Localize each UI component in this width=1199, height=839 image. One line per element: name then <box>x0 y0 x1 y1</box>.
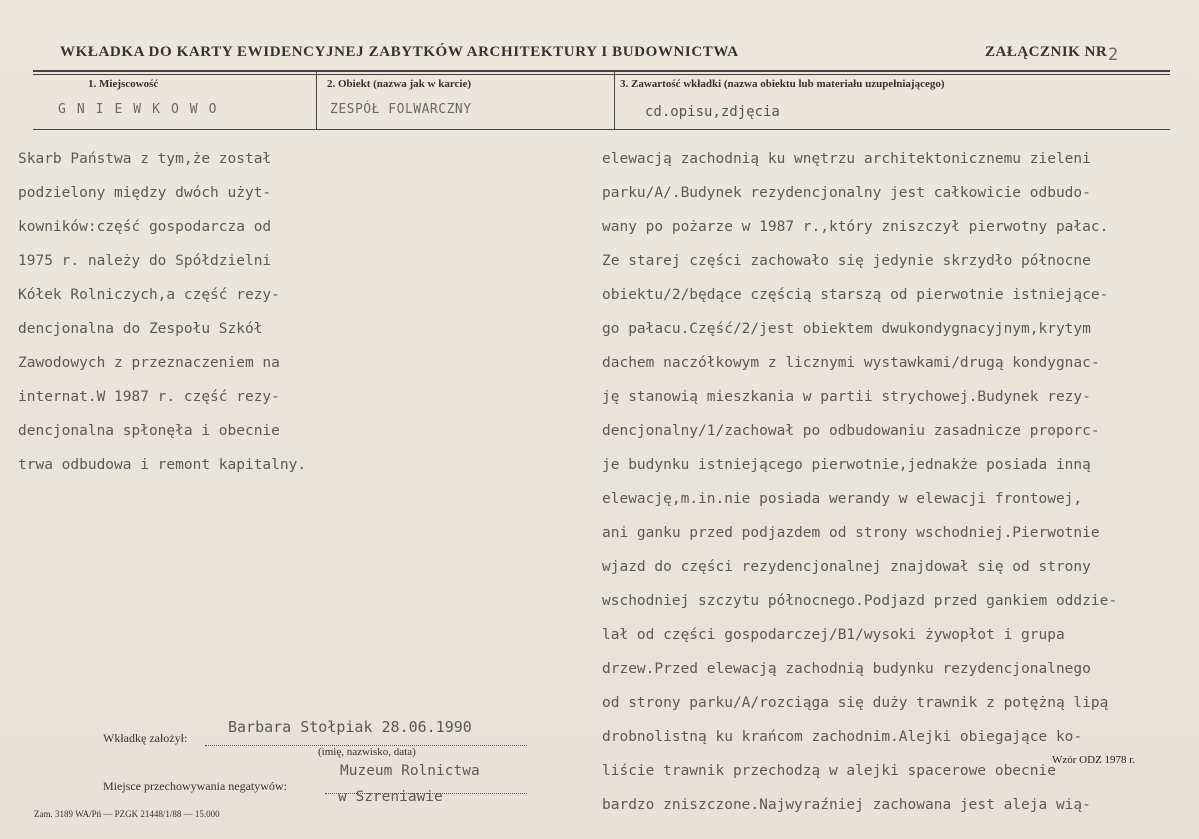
column-label-object: 2. Obiekt (nazwa jak w karcie) <box>327 78 472 90</box>
object-value: ZESPÓŁ FOLWARCZNY <box>330 102 472 117</box>
column-label-locality: 1. Miejscowość <box>88 78 159 90</box>
right-text-line: elewacją zachodnią ku wnętrzu architektonicznemu zieleni <box>602 151 1091 167</box>
founded-hint: (imię, nazwisko, data) <box>318 746 416 758</box>
right-text-line: elewację,m.in.nie posiada werandy w elewacji frontowej, <box>602 491 1083 507</box>
contents-value: cd.opisu,zdjęcia <box>645 104 780 120</box>
right-text-line: obiektu/2/będące częścią starszą od pierwotnie istniejące- <box>602 287 1109 303</box>
left-text-line: Zawodowych z przeznaczeniem na <box>18 355 280 371</box>
right-text-line: wschodniej szczytu północnego.Podjazd przed gankiem oddzie- <box>602 593 1118 609</box>
right-text-column <box>602 142 1117 822</box>
right-text-line: wany po pożarze w 1987 r.,który zniszczył pierwotny pałac. <box>602 219 1109 235</box>
negatives-value-line1: Muzeum Rolnictwa <box>340 763 480 779</box>
right-text-line: parku/A/.Budynek rezydencjonalny jest całkowicie odbudo- <box>602 185 1091 201</box>
founded-label: Wkładkę założył: <box>103 731 188 745</box>
right-text-line: Ze starej części zachowało się jedynie skrzydło północne <box>602 253 1091 269</box>
locality-value: GNIEWKOWO <box>58 102 228 117</box>
right-text-line: liście trawnik przechodzą w alejki spacerowe obecnie <box>602 763 1056 779</box>
right-text-line: lał od części gospodarczej/B1/wysoki żywopłot i grupa <box>602 627 1065 643</box>
right-text-line: je budynku istniejącego pierwotnie,jednakże posiada inną <box>602 457 1091 473</box>
right-text-line: ani ganku przed podjazdem od strony wschodniej.Pierwotnie <box>602 525 1100 541</box>
top-rule <box>33 70 1170 72</box>
form-id: Wzór ODZ 1978 r. <box>1052 754 1136 766</box>
column-divider-2 <box>614 72 615 130</box>
left-text-column <box>18 142 306 482</box>
document-title: WKŁADKA DO KARTY EWIDENCYJNEJ ZABYTKÓW ARCHITEKTURY I BUDOWNICTWA <box>60 44 739 60</box>
right-text-line: dachem naczółkowym z licznymi wystawkami/drugą kondygnac- <box>602 355 1100 371</box>
annex-label: ZAŁĄCZNIK NR <box>985 44 1108 60</box>
left-text-line: podzielony między dwóch użyt- <box>18 185 272 201</box>
right-text-line: drobnolistną ku krańcom zachodnim.Alejki obiegające ko- <box>602 729 1083 745</box>
right-text-line: ję stanowią mieszkania w partii strychowej.Budynek rezy- <box>602 389 1091 405</box>
right-text-line: go pałacu.Część/2/jest obiektem dwukondygnacyjnym,krytym <box>602 321 1091 337</box>
column-label-contents: 3. Zawartość wkładki (nazwa obiektu lub materiału uzupełniającego) <box>620 78 945 90</box>
print-info: Zam. 3189 WA/Pń — PZGK 21448/1/88 — 15.000 <box>34 809 220 819</box>
header-row-rule <box>33 129 1170 130</box>
left-text-line: internat.W 1987 r. część rezy- <box>18 389 280 405</box>
left-text-line: trwa odbudowa i remont kapitalny. <box>18 457 307 473</box>
left-text-line: dencjonalna spłonęła i obecnie <box>18 423 280 439</box>
left-text-line: dencjonalna do Zespołu Szkół <box>18 321 263 337</box>
right-text-line: od strony parku/A/rozciąga się duży trawnik z potężną lipą <box>602 695 1109 711</box>
annex-number: 2 <box>1108 45 1119 65</box>
right-text-line: wjazd do części rezydencjonalnej znajdował się od strony <box>602 559 1091 575</box>
left-text-line: 1975 r. należy do Spółdzielni <box>18 253 272 269</box>
top-rule-thin <box>33 74 1170 75</box>
negatives-value-line2: w Szreniawie <box>338 789 443 805</box>
negatives-label: Miejsce przechowywania negatywów: <box>103 779 287 793</box>
right-text-line: bardzo zniszczone.Najwyraźniej zachowana jest aleja wią- <box>602 797 1091 813</box>
column-divider-1 <box>316 72 317 130</box>
left-text-line: Skarb Państwa z tym,że został <box>18 151 272 167</box>
right-text-line: drzew.Przed elewacją zachodnią budynku rezydencjonalnego <box>602 661 1091 677</box>
left-text-line: Kółek Rolniczych,a część rezy- <box>18 287 280 303</box>
left-text-line: kowników:część gospodarcza od <box>18 219 272 235</box>
founded-value: Barbara Stołpiak 28.06.1990 <box>228 718 472 736</box>
right-text-line: dencjonalny/1/zachował po odbudowaniu zasadnicze proporc- <box>602 423 1100 439</box>
